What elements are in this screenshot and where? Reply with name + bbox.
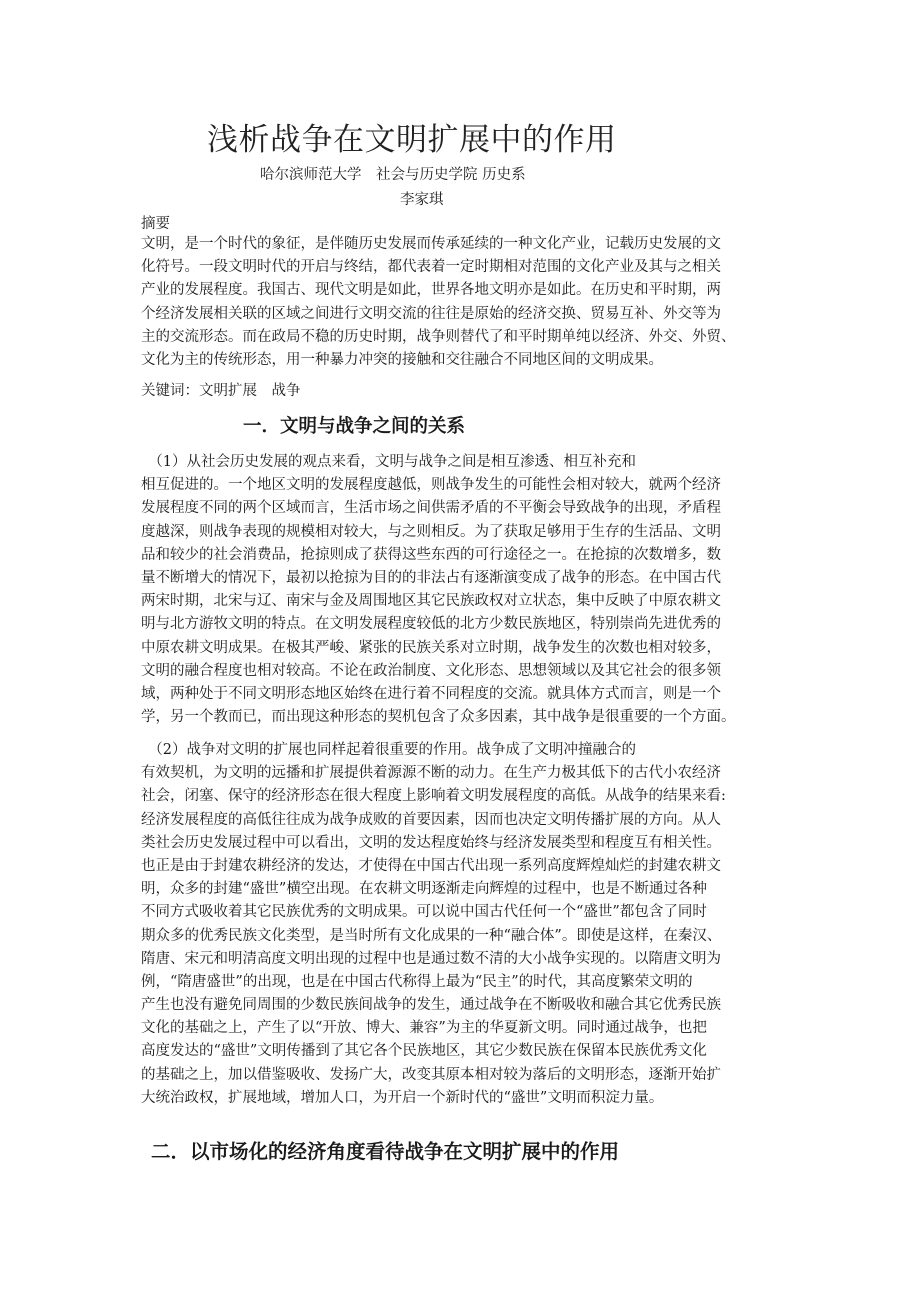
paragraph-line: 类社会历史发展过程中可以看出，文明的发达程度始终与经济发展类型和程度互有相关性。 [141,834,721,851]
keywords: 关键词：文明扩展 战争 [141,383,301,399]
abstract-line: 产业的发展程度。我国古、现代文明是如此，世界各地文明亦是如此。在历史和平时期，两 [141,282,721,299]
section-1-paragraph-1 [141,451,795,729]
paragraph-line: 明，众多的封建“盛世”横空出现。在农耕文明逐渐走向辉煌的过程中，也是不断通过各种 [141,881,707,898]
paper-title: 浅析战争在文明扩展中的作用 [207,122,617,158]
paragraph-line: （1）从社会历史发展的观点来看，文明与战争之间是相互渗透、相互补充和 [141,454,636,470]
paragraph-line: 发展程度不同的两个区域而言，生活市场之间供需矛盾的不平衡会导致战争的出现，矛盾程 [141,500,721,517]
paragraph-line: （2）战争对文明的扩展也同样起着很重要的作用。战争成了文明冲撞融合的 [141,742,636,758]
paragraph-line: 产生也没有避免同周围的少数民族间战争的发生，通过战争在不断吸收和融合其它优秀民族 [141,997,721,1014]
paragraph-line: 隋唐、宋元和明清高度文明出现的过程中也是通过数不清的大小战争实现的。以隋唐文明为 [141,950,721,967]
abstract-line: 文明，是一个时代的象征，是伴随历史发展而传承延续的一种文化产业，记载历史发展的文 [141,236,721,252]
paragraph-line: 域，两种处于不同文明形态地区始终在进行着不同程度的交流。就具体方式而言，则是一个 [141,685,721,702]
paragraph-line: 期众多的优秀民族文化类型，是当时所有文化成果的一种“融合体”。即使是这样，在秦汉、 [141,927,722,944]
paragraph-line: 相互促进的。一个地区文明的发展程度越低，则战争发生的可能性会相对较大，就两个经济 [141,477,721,494]
paragraph-line: 学，另一个教而已，而出现这种形态的契机包含了众多因素，其中战争是很重要的一个方面。 [141,709,736,726]
affiliation: 哈尔滨师范大学 社会与历史学院 历史系 [260,167,526,183]
abstract-line: 主的交流形态。而在政局不稳的历史时期，战争则替代了和平时期单纯以经济、外交、外贸、 [141,328,736,345]
paragraph-line: 高度发达的“盛世”文明传播到了其它各个民族地区，其它少数民族在保留本民族优秀文化 [141,1043,707,1060]
paragraph-line: 经济发展程度的高低往往成为战争成败的首要因素，因而也决定文明传播扩展的方向。从人 [141,811,721,828]
paragraph-line: 文化的基础之上，产生了以“开放、博大、兼容”为主的华夏新文明。同时通过战争，也把 [141,1020,707,1037]
paragraph-line: 大统治政权，扩展地域，增加人口，为开启一个新时代的“盛世”文明而积淀力量。 [141,1089,664,1106]
paragraph-line: 度越深，则战争表现的规模相对较大，与之则相反。为了获取足够用于生存的生活品、文明 [141,523,721,540]
abstract-line: 个经济发展相关联的区域之间进行文明交流的往往是原始的经济交换、贸易互补、外交等为 [141,305,721,322]
paragraph-line: 有效契机，为文明的远播和扩展提供着源源不断的动力。在生产力极其低下的古代小农经济 [141,765,721,782]
paragraph-line: 中原农耕文明成果。在极其严峻、紧张的民族关系对立时期，战争发生的次数也相对较多， [141,639,721,656]
paragraph-line: 例，“隋唐盛世”的出现，也是在中国古代称得上最为“民主”的时代，其高度繁荣文明的 [141,973,693,990]
section-2-heading: 二．以市场化的经济角度看待战争在文明扩展中的作用 [151,1140,620,1163]
abstract-label: 摘要 [141,216,170,232]
paragraph-line: 明与北方游牧文明的特点。在文明发展程度较低的北方少数民族地区，特别崇尚先进优秀的 [141,616,721,633]
paragraph-line: 文明的融合程度也相对较高。不论在政治制度、文化形态、思想领域以及其它社会的很多领 [141,662,721,679]
section-1-paragraph-2 [141,739,795,1110]
paragraph-line: 量不断增大的情况下，最初以抢掠为目的的非法占有逐渐演变成了战争的形态。在中国古代 [141,569,721,586]
author-name: 李家琪 [400,192,444,208]
paragraph-line: 的基础之上，加以借鉴吸收、发扬广大，改变其原本相对较为落后的文明形态，逐渐开始扩 [141,1066,721,1083]
abstract-body [141,233,795,372]
paragraph-line: 社会，闭塞、保守的经济形态在很大程度上影响着文明发展程度的高低。从战争的结果来看: [141,788,726,805]
abstract-line: 文化为主的传统形态，用一种暴力冲突的接触和交往融合不同地区间的文明成果。 [141,351,663,368]
paragraph-line: 也正是由于封建农耕经济的发达，才使得在中国古代出现一系列高度辉煌灿烂的封建农耕文 [141,857,721,874]
paragraph-line: 不同方式吸收着其它民族优秀的文明成果。可以说中国古代任何一个“盛世”都包含了同时 [141,904,707,921]
paragraph-line: 品和较少的社会消费品，抢掠则成了获得这些东西的可行途径之一。在抢掠的次数增多，数 [141,546,721,563]
abstract-line: 化符号。一段文明时代的开启与终结，都代表着一定时期相对范围的文化产业及其与之相关 [141,259,721,276]
paragraph-line: 两宋时期，北宋与辽、南宋与金及周围地区其它民族政权对立状态，集中反映了中原农耕文 [141,593,721,610]
section-1-heading: 一．文明与战争之间的关系 [243,416,466,437]
